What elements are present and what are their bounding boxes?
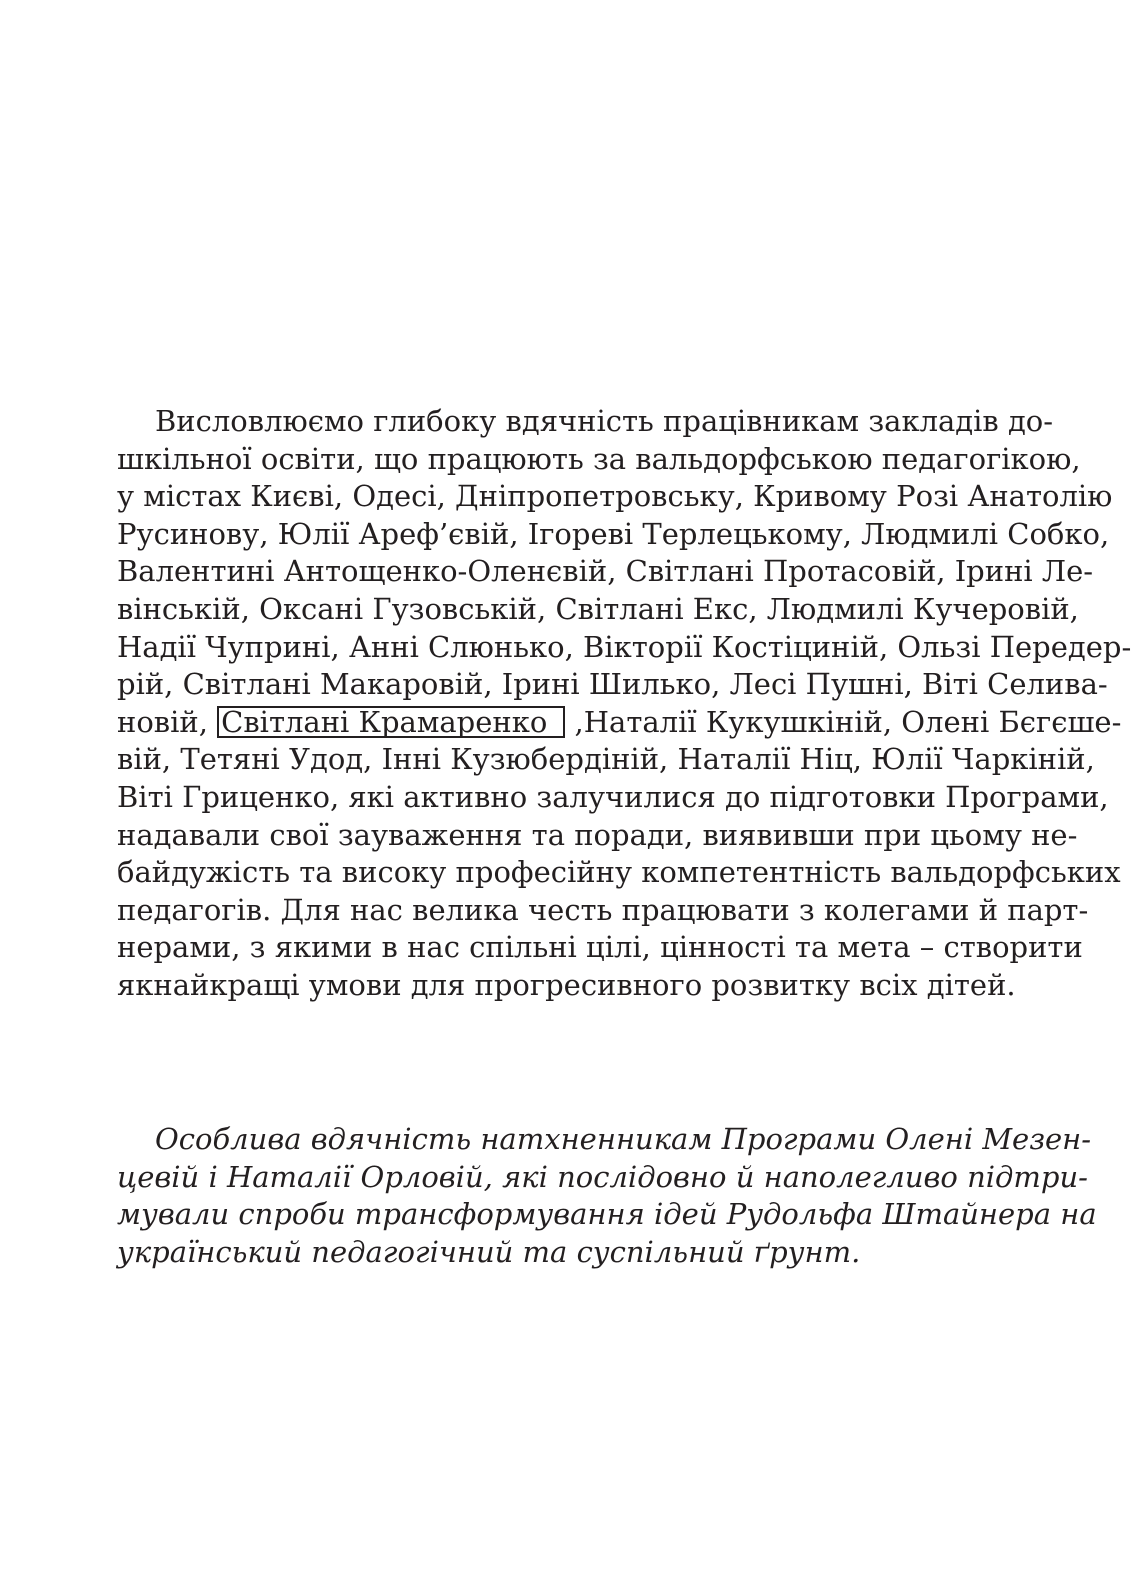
text-line: якнайкращі умови для прогресивного розвитку всіх дітей. — [117, 967, 1016, 1002]
text-line: Надії Чуприні, Анні Слюнько, Вікторії Костіциній, Ользі Передер- — [117, 629, 1132, 664]
text-line: шкільної освіти, що працюють за вальдорфською педагогікою, — [117, 441, 1081, 476]
text-line: Віті Гриценко, які активно залучилися до підготовки Програми, — [117, 779, 1109, 814]
special-thanks-paragraph — [117, 1121, 1097, 1271]
text-line: Русинову, Юлії Ареф’євій, Ігореві Терлецькому, Людмилі Собко, — [117, 516, 1110, 551]
text-line: рій, Світлані Макаровій, Ірині Шилько, Лесі Пушні, Віті Селива- — [117, 667, 1108, 702]
text-line: педагогів. Для нас велика честь працювати з колегами й парт- — [117, 892, 1089, 927]
text-line: вінській, Оксані Гузовській, Світлані Екс, Людмилі Кучеровій, — [117, 591, 1079, 626]
line-segment-before: новій, — [117, 704, 208, 739]
text-line: Висловлюємо глибоку вдячність працівникам закладів до- — [155, 404, 1054, 438]
highlighted-name-box: Світлані Крамаренко — [217, 706, 565, 738]
text-line: український педагогічний та суспільний ґрунт. — [117, 1234, 861, 1269]
text-line: надавали свої зауваження та поради, виявивши при цьому не- — [117, 817, 1078, 852]
text-line: цевій і Наталії Орловій, які послідовно й наполегливо підтри- — [117, 1159, 1088, 1194]
text-line: мували спроби трансформування ідей Рудольфа Штайнера на — [117, 1197, 1097, 1232]
text-line: байдужість та високу професійну компетентність вальдорфських — [117, 855, 1121, 890]
line-segment-after: ,Наталії Кукушкіній, Олені Бєгєше- — [574, 704, 1122, 739]
text-line: у містах Києві, Одесі, Дніпропетровську, Кривому Розі Анатолію — [117, 479, 1113, 514]
text-line-with-boxed-name — [117, 704, 1122, 742]
text-line: Валентині Антощенко-Оленєвій, Світлані Протасовій, Ірині Ле- — [117, 554, 1094, 589]
text-line: нерами, з якими в нас спільні цілі, цінності та мета – створити — [117, 930, 1083, 965]
acknowledgement-paragraph — [117, 403, 1132, 1005]
text-line: Особлива вдячність натхненникам Програми Олені Мезен- — [155, 1122, 1092, 1156]
text-line: вій, Тетяні Удод, Інні Кузюбердіній, Наталії Ніц, Юлії Чаркіній, — [117, 742, 1095, 777]
